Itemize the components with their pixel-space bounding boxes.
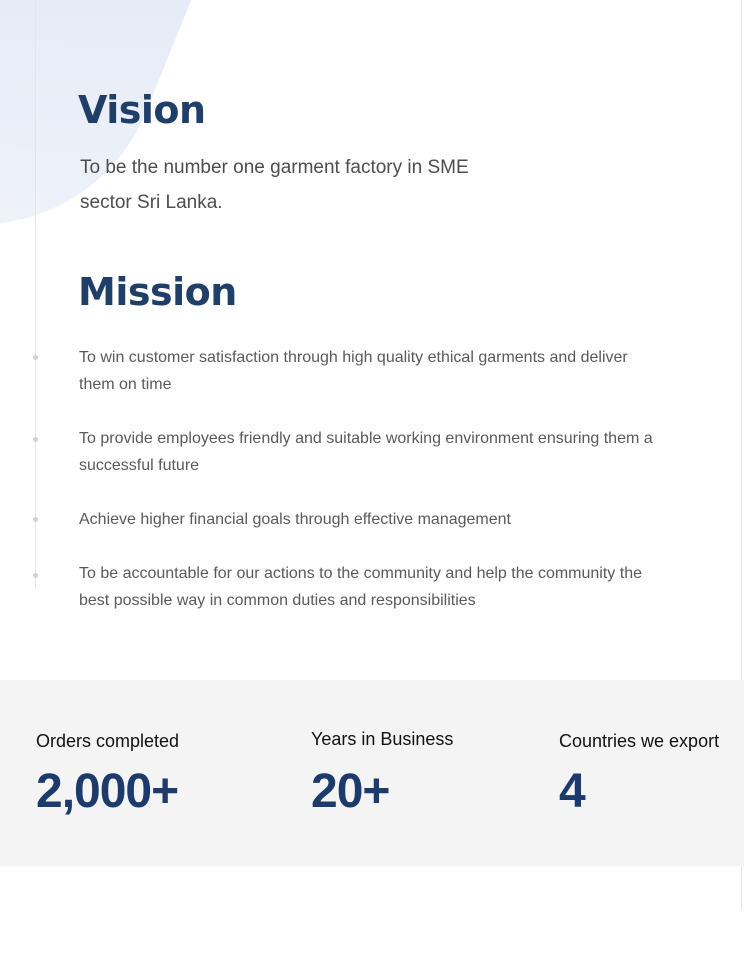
mission-title: Mission: [78, 270, 237, 314]
mission-item-line2: them on time: [79, 376, 172, 393]
mission-item-line1: To provide employees friendly and suitable working environment ensuring them a: [79, 430, 653, 447]
mission-item: [79, 344, 689, 398]
stat-value: 4: [559, 765, 585, 818]
stat-label: Countries we export: [559, 731, 720, 751]
mission-item-line1: To win customer satisfaction through high quality ethical garments and deliver: [79, 349, 628, 366]
timeline-line: [35, 0, 36, 588]
bullet-dot-icon: [33, 437, 38, 442]
mission-item-line1: Achieve higher financial goals through effective management: [79, 511, 511, 528]
mission-item: [79, 425, 689, 479]
mission-item: [79, 560, 689, 614]
stat-label: Years in Business: [311, 729, 454, 749]
vision-text: [80, 150, 550, 220]
stat-years-in-business: [311, 729, 453, 819]
bullet-dot-icon: [33, 517, 38, 522]
stat-countries-we-export: [559, 731, 719, 819]
vision-text-line2: sector Sri Lanka.: [80, 192, 223, 213]
mission-item-line2: successful future: [79, 457, 200, 474]
stat-value: 2,000+: [36, 765, 179, 818]
stat-value: 20+: [311, 765, 390, 818]
background-decoration: [0, 0, 221, 279]
mission-item-line1: To be accountable for our actions to the community and help the community the: [79, 565, 642, 582]
mission-item-line2: best possible way in common duties and responsibilities: [79, 592, 476, 609]
stat-label: Orders completed: [36, 731, 180, 751]
stat-orders-completed: [36, 731, 179, 819]
vision-title: Vision: [78, 88, 206, 132]
mission-item: [79, 506, 689, 533]
vision-text-line1: To be the number one garment factory in SME: [80, 157, 469, 178]
stats-band: [0, 680, 744, 866]
bullet-dot-icon: [33, 355, 38, 360]
bullet-dot-icon: [33, 573, 38, 578]
